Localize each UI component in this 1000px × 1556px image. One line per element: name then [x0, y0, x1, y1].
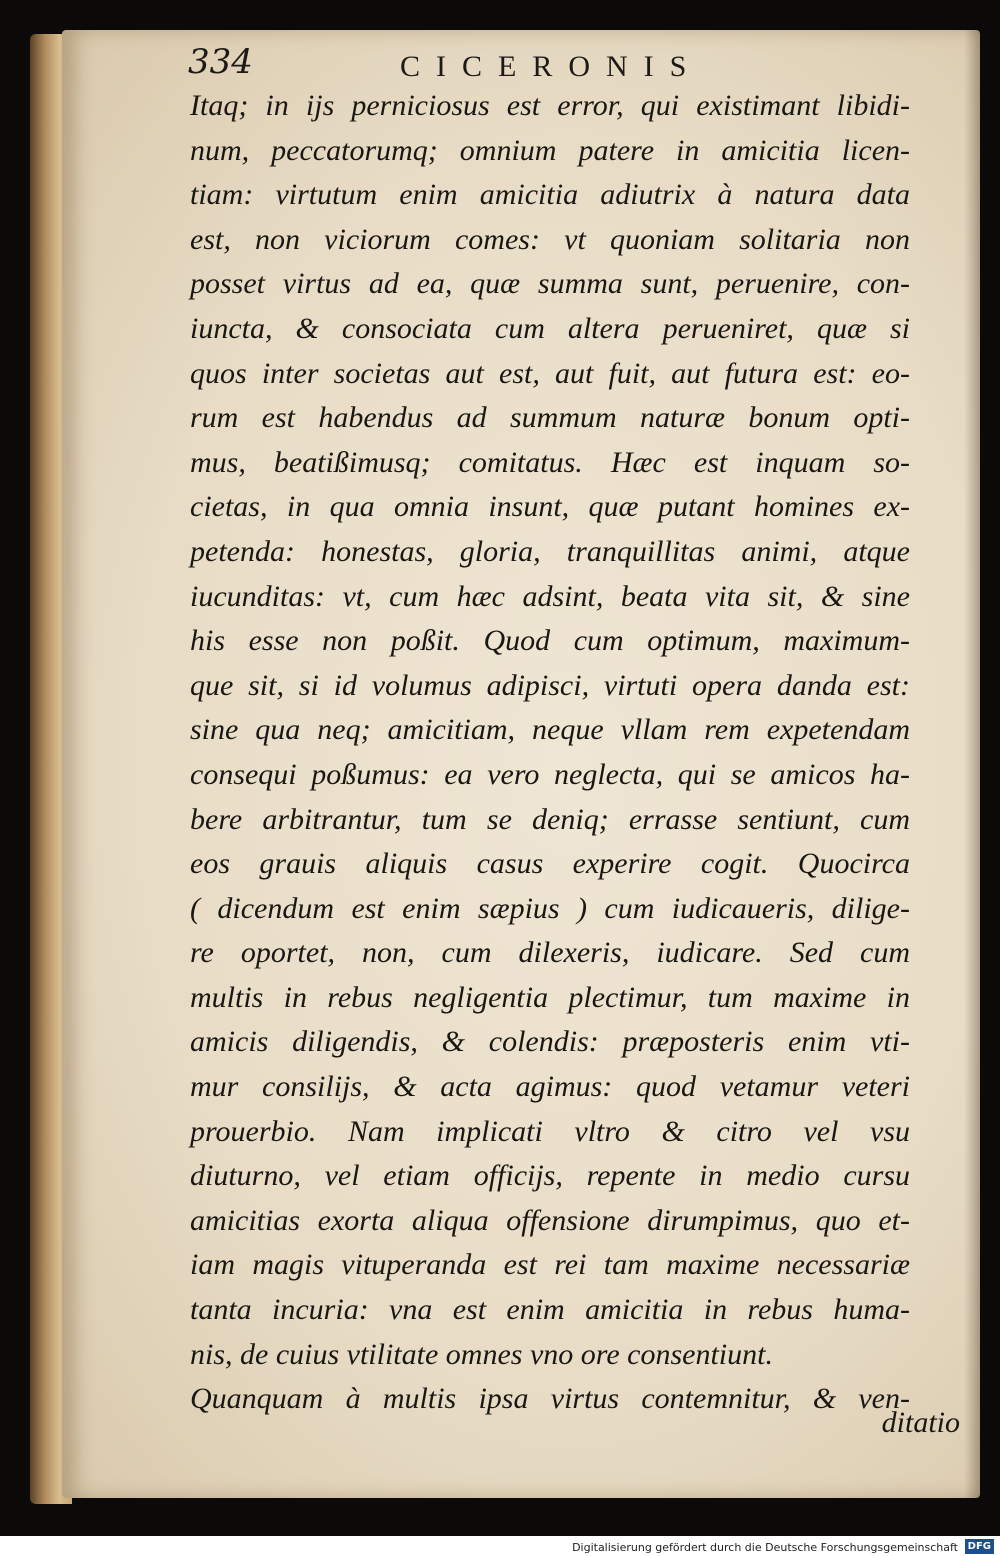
footer-bar: [0, 1536, 1000, 1556]
body-text: [190, 84, 910, 1422]
text-line: eos grauis aliquis casus experire cogit. Quocirca: [190, 847, 910, 881]
page-shadow: [964, 30, 980, 1498]
text-line: Quanquam à multis ipsa virtus contemnitur, & ven-: [190, 1382, 910, 1416]
text-line: tanta incuria: vna est enim amicitia in rebus huma-: [190, 1293, 910, 1327]
text-line: posset virtus ad ea, quæ summa sunt, peruenire, con-: [190, 267, 910, 301]
text-line: quos inter societas aut est, aut fuit, aut futura est: eo-: [190, 356, 910, 390]
text-line: consequi poßumus: ea vero neglecta, qui se amicos ha-: [190, 757, 910, 791]
text-line: que sit, si id volumus adipisci, virtuti opera danda est:: [190, 668, 910, 702]
text-line: amicis diligendis, & colendis: præposteris enim vti-: [190, 1025, 910, 1059]
running-head: CICERONIS: [400, 50, 703, 83]
text-line: bere arbitrantur, tum se deniq; errasse sentiunt, cum: [190, 802, 910, 836]
text-line: iucunditas: vt, cum hæc adsint, beata vita sit, & sine: [190, 579, 910, 613]
text-line: mus, beatißimusq; comitatus. Hæc est inquam so-: [190, 445, 910, 479]
page-number: 334: [188, 42, 253, 82]
text-line: nis, de cuius vtilitate omnes vno ore consentiunt.: [190, 1337, 773, 1371]
text-line: re oportet, non, cum dilexeris, iudicare. Sed cum: [190, 936, 910, 970]
text-line: amicitias exorta aliqua offensione dirumpimus, quo et-: [190, 1203, 910, 1237]
text-line: Itaq; in ijs perniciosus est error, qui existimant libidi-: [190, 89, 910, 122]
footer-credit: Digitalisierung gefördert durch die Deutsche Forschungsgemeinschaft: [572, 1541, 958, 1554]
text-line: iuncta, & consociata cum altera perueniret, quæ si: [190, 311, 910, 345]
text-line: his esse non poßit. Quod cum optimum, maximum-: [190, 624, 910, 658]
dfg-logo-icon: DFG: [965, 1539, 994, 1554]
catchword: ditatio: [881, 1406, 960, 1439]
text-line: diuturno, vel etiam officijs, repente in medio cursu: [190, 1159, 910, 1193]
text-line: num, peccatorumq; omnium patere in amicitia licen-: [190, 133, 910, 167]
text-line: ( dicendum est enim sæpius ) cum iudicaueris, dilige-: [190, 891, 910, 925]
text-line: est, non viciorum comes: vt quoniam solitaria non: [190, 222, 910, 256]
text-line: iam magis vituperanda est rei tam maxime necessariæ: [190, 1248, 910, 1282]
text-line: tiam: virtutum enim amicitia adiutrix à natura data: [190, 178, 910, 212]
text-line: prouerbio. Nam implicati vltro & citro vel vsu: [190, 1114, 910, 1148]
text-line: sine qua neq; amicitiam, neque vllam rem expetendam: [190, 713, 910, 747]
text-line: petenda: honestas, gloria, tranquillitas animi, atque: [190, 534, 910, 568]
text-line: cietas, in qua omnia insunt, quæ putant homines ex-: [190, 490, 910, 524]
text-line: rum est habendus ad summum naturæ bonum opti-: [190, 401, 910, 435]
text-line: mur consilijs, & acta agimus: quod vetamur veteri: [190, 1070, 910, 1104]
text-line: multis in rebus negligentia plectimur, tum maxime in: [190, 980, 910, 1014]
